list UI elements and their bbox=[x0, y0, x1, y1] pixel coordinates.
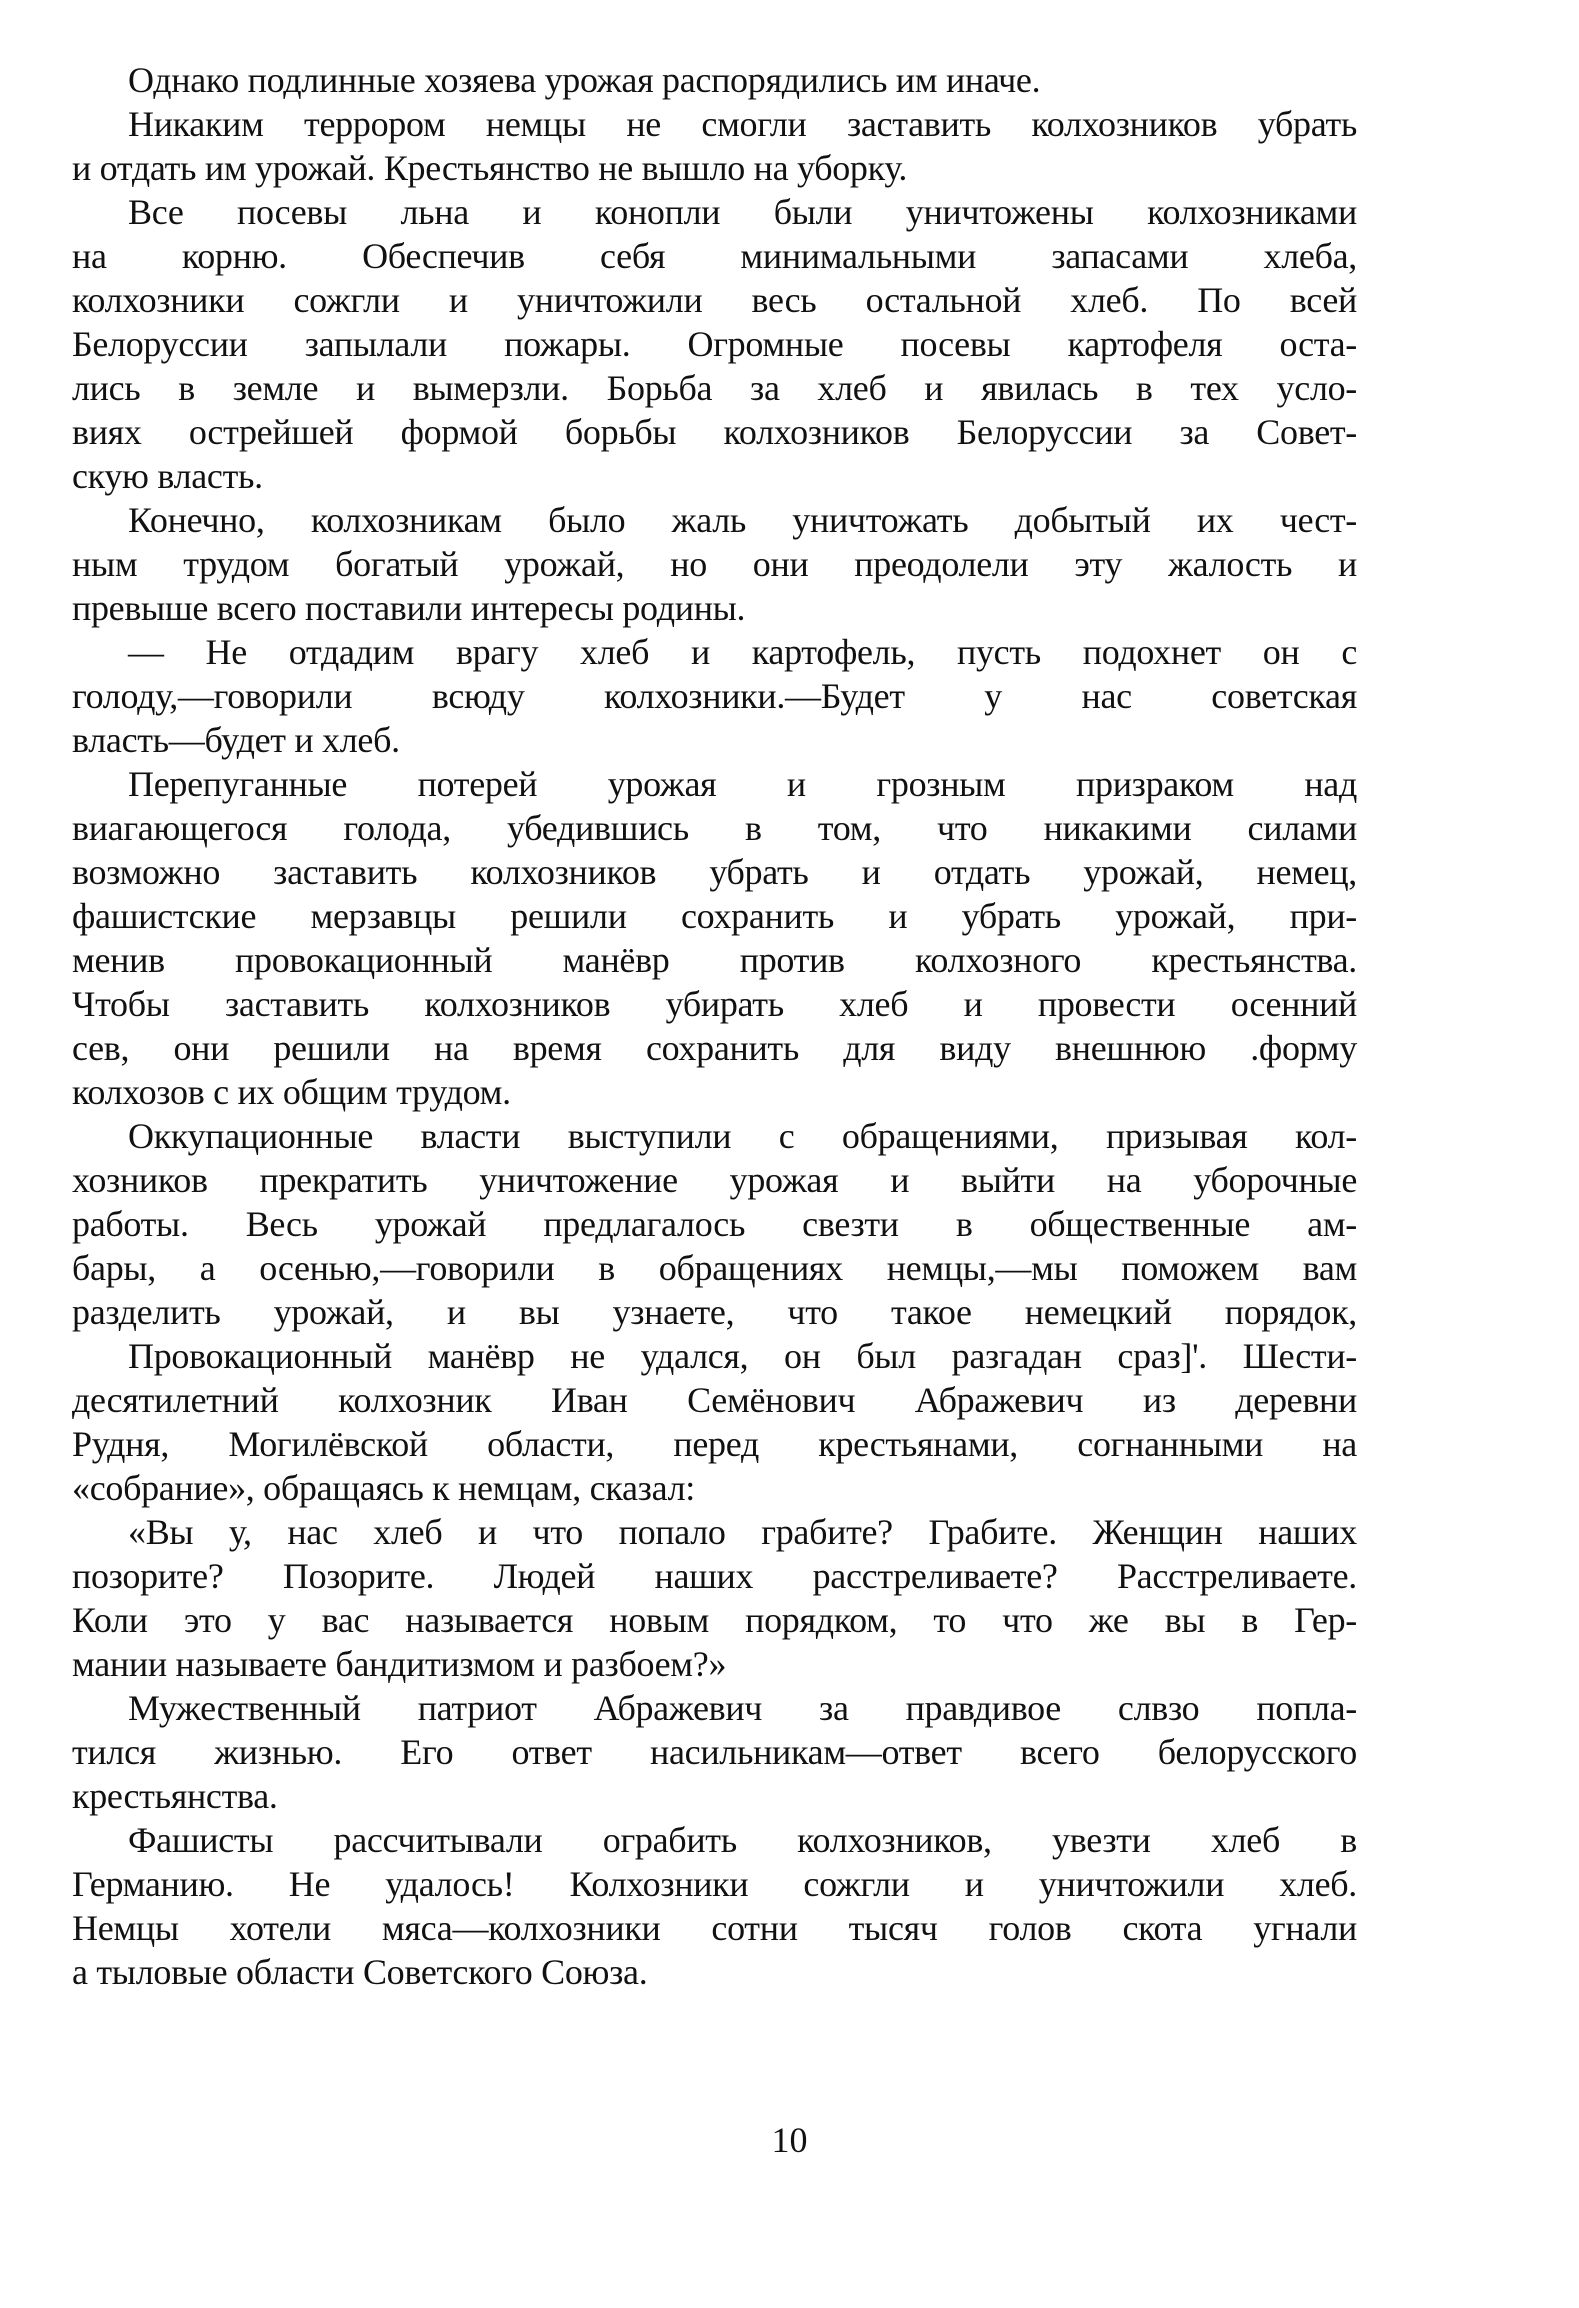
text-line: а тыловые области Советского Союза. bbox=[72, 1952, 648, 1992]
text-line: и отдать им урожай. Крестьянство не вышло на уборку. bbox=[72, 148, 908, 188]
page-body bbox=[72, 58, 1357, 1994]
text-line: голоду,—говорили всюду колхозники.—Будет у нас советская bbox=[72, 676, 1357, 716]
text-line: разделить урожай, и вы узнаете, что такое немецкий порядок, bbox=[72, 1292, 1357, 1332]
text-line: лись в земле и вымерзли. Борьба за хлеб и явилась в тех усло- bbox=[72, 368, 1357, 408]
text-line: Перепуганные потерей урожая и грозным призраком над bbox=[128, 764, 1357, 804]
text-line: Фашисты рассчитывали ограбить колхозников, увезти хлеб в bbox=[128, 1820, 1357, 1860]
text-line: «Вы у, нас хлеб и что попало грабите? Грабите. Женщин наших bbox=[128, 1512, 1357, 1552]
text-line: Никаким террором немцы не смогли заставить колхозников убрать bbox=[128, 104, 1357, 144]
text-line: мании называете бандитизмом и разбоем?» bbox=[72, 1644, 727, 1684]
text-line: десятилетний колхозник Иван Семёнович Абражевич из деревни bbox=[72, 1380, 1357, 1420]
text-line: фашистские мерзавцы решили сохранить и убрать урожай, при- bbox=[72, 896, 1357, 936]
text-line: колхозники сожгли и уничтожили весь остальной хлеб. По всей bbox=[72, 280, 1357, 320]
paragraph-3 bbox=[72, 190, 1357, 498]
text-line: на корню. Обеспечив себя минимальными запасами хлеба, bbox=[72, 236, 1357, 276]
text-line: тился жизнью. Его ответ насильникам—ответ всего белорусского bbox=[72, 1732, 1357, 1772]
paragraph-7 bbox=[72, 1114, 1357, 1334]
paragraph-9 bbox=[72, 1510, 1357, 1686]
text-line: Все посевы льна и конопли были уничтожены колхозниками bbox=[128, 192, 1357, 232]
paragraph-10 bbox=[72, 1686, 1357, 1818]
text-line: виях острейшей формой борьбы колхозников Белоруссии за Совет- bbox=[72, 412, 1357, 452]
text-line: виагающегося голода, убедившись в том, что никакими силами bbox=[72, 808, 1357, 848]
text-line: Однако подлинные хозяева урожая распорядились им иначе. bbox=[128, 60, 1041, 100]
text-line: «собрание», обращаясь к немцам, сказал: bbox=[72, 1468, 695, 1508]
text-line: Оккупационные власти выступили с обращениями, призывая кол- bbox=[128, 1116, 1357, 1156]
text-line: сев, они решили на время сохранить для виду внешнюю .форму bbox=[72, 1028, 1357, 1068]
text-line: хозников прекратить уничтожение урожая и выйти на уборочные bbox=[72, 1160, 1357, 1200]
text-line: колхозов с их общим трудом. bbox=[72, 1072, 511, 1112]
text-line: бары, а осенью,—говорили в обращениях немцы,—мы поможем вам bbox=[72, 1248, 1357, 1288]
text-line: власть—будет и хлеб. bbox=[72, 720, 400, 760]
text-line: возможно заставить колхозников убрать и отдать урожай, немец, bbox=[72, 852, 1357, 892]
text-line: скую власть. bbox=[72, 456, 263, 496]
text-line: Конечно, колхозникам было жаль уничтожать добытый их чест- bbox=[128, 500, 1357, 540]
text-line: Немцы хотели мяса—колхозники сотни тысяч голов скота угнали bbox=[72, 1908, 1357, 1948]
text-line: Белоруссии запылали пожары. Огромные посевы картофеля оста- bbox=[72, 324, 1357, 364]
text-line: крестьянства. bbox=[72, 1776, 278, 1816]
paragraph-6 bbox=[72, 762, 1357, 1114]
page-number: 10 bbox=[771, 2120, 808, 2160]
text-line: Коли это у вас называется новым порядком, то что же вы в Гер- bbox=[72, 1600, 1357, 1640]
text-line: — Не отдадим врагу хлеб и картофель, пусть подохнет он с bbox=[128, 632, 1357, 672]
text-line: менив провокационный манёвр против колхозного крестьянства. bbox=[72, 940, 1357, 980]
paragraph-11 bbox=[72, 1818, 1357, 1994]
paragraph-1 bbox=[72, 58, 1357, 102]
paragraph-5 bbox=[72, 630, 1357, 762]
text-line: превыше всего поставили интересы родины. bbox=[72, 588, 746, 628]
text-line: Германию. Не удалось! Колхозники сожгли и уничтожили хлеб. bbox=[72, 1864, 1357, 1904]
text-line: Чтобы заставить колхозников убирать хлеб и провести осенний bbox=[72, 984, 1357, 1024]
text-line: ным трудом богатый урожай, но они преодолели эту жалость и bbox=[72, 544, 1357, 584]
text-line: Рудня, Могилёвской области, перед крестьянами, согнанными на bbox=[72, 1424, 1357, 1464]
paragraph-2 bbox=[72, 102, 1357, 190]
paragraph-8 bbox=[72, 1334, 1357, 1510]
text-line: позорите? Позорите. Людей наших расстреливаете? Расстреливаете. bbox=[72, 1556, 1357, 1596]
paragraph-4 bbox=[72, 498, 1357, 630]
text-line: Мужественный патриот Абражевич за правдивое слвзо попла- bbox=[128, 1688, 1357, 1728]
text-line: Провокационный манёвр не удался, он был разгадан сраз]'. Шести- bbox=[128, 1336, 1357, 1376]
text-line: работы. Весь урожай предлагалось свезти в общественные ам- bbox=[72, 1204, 1357, 1244]
